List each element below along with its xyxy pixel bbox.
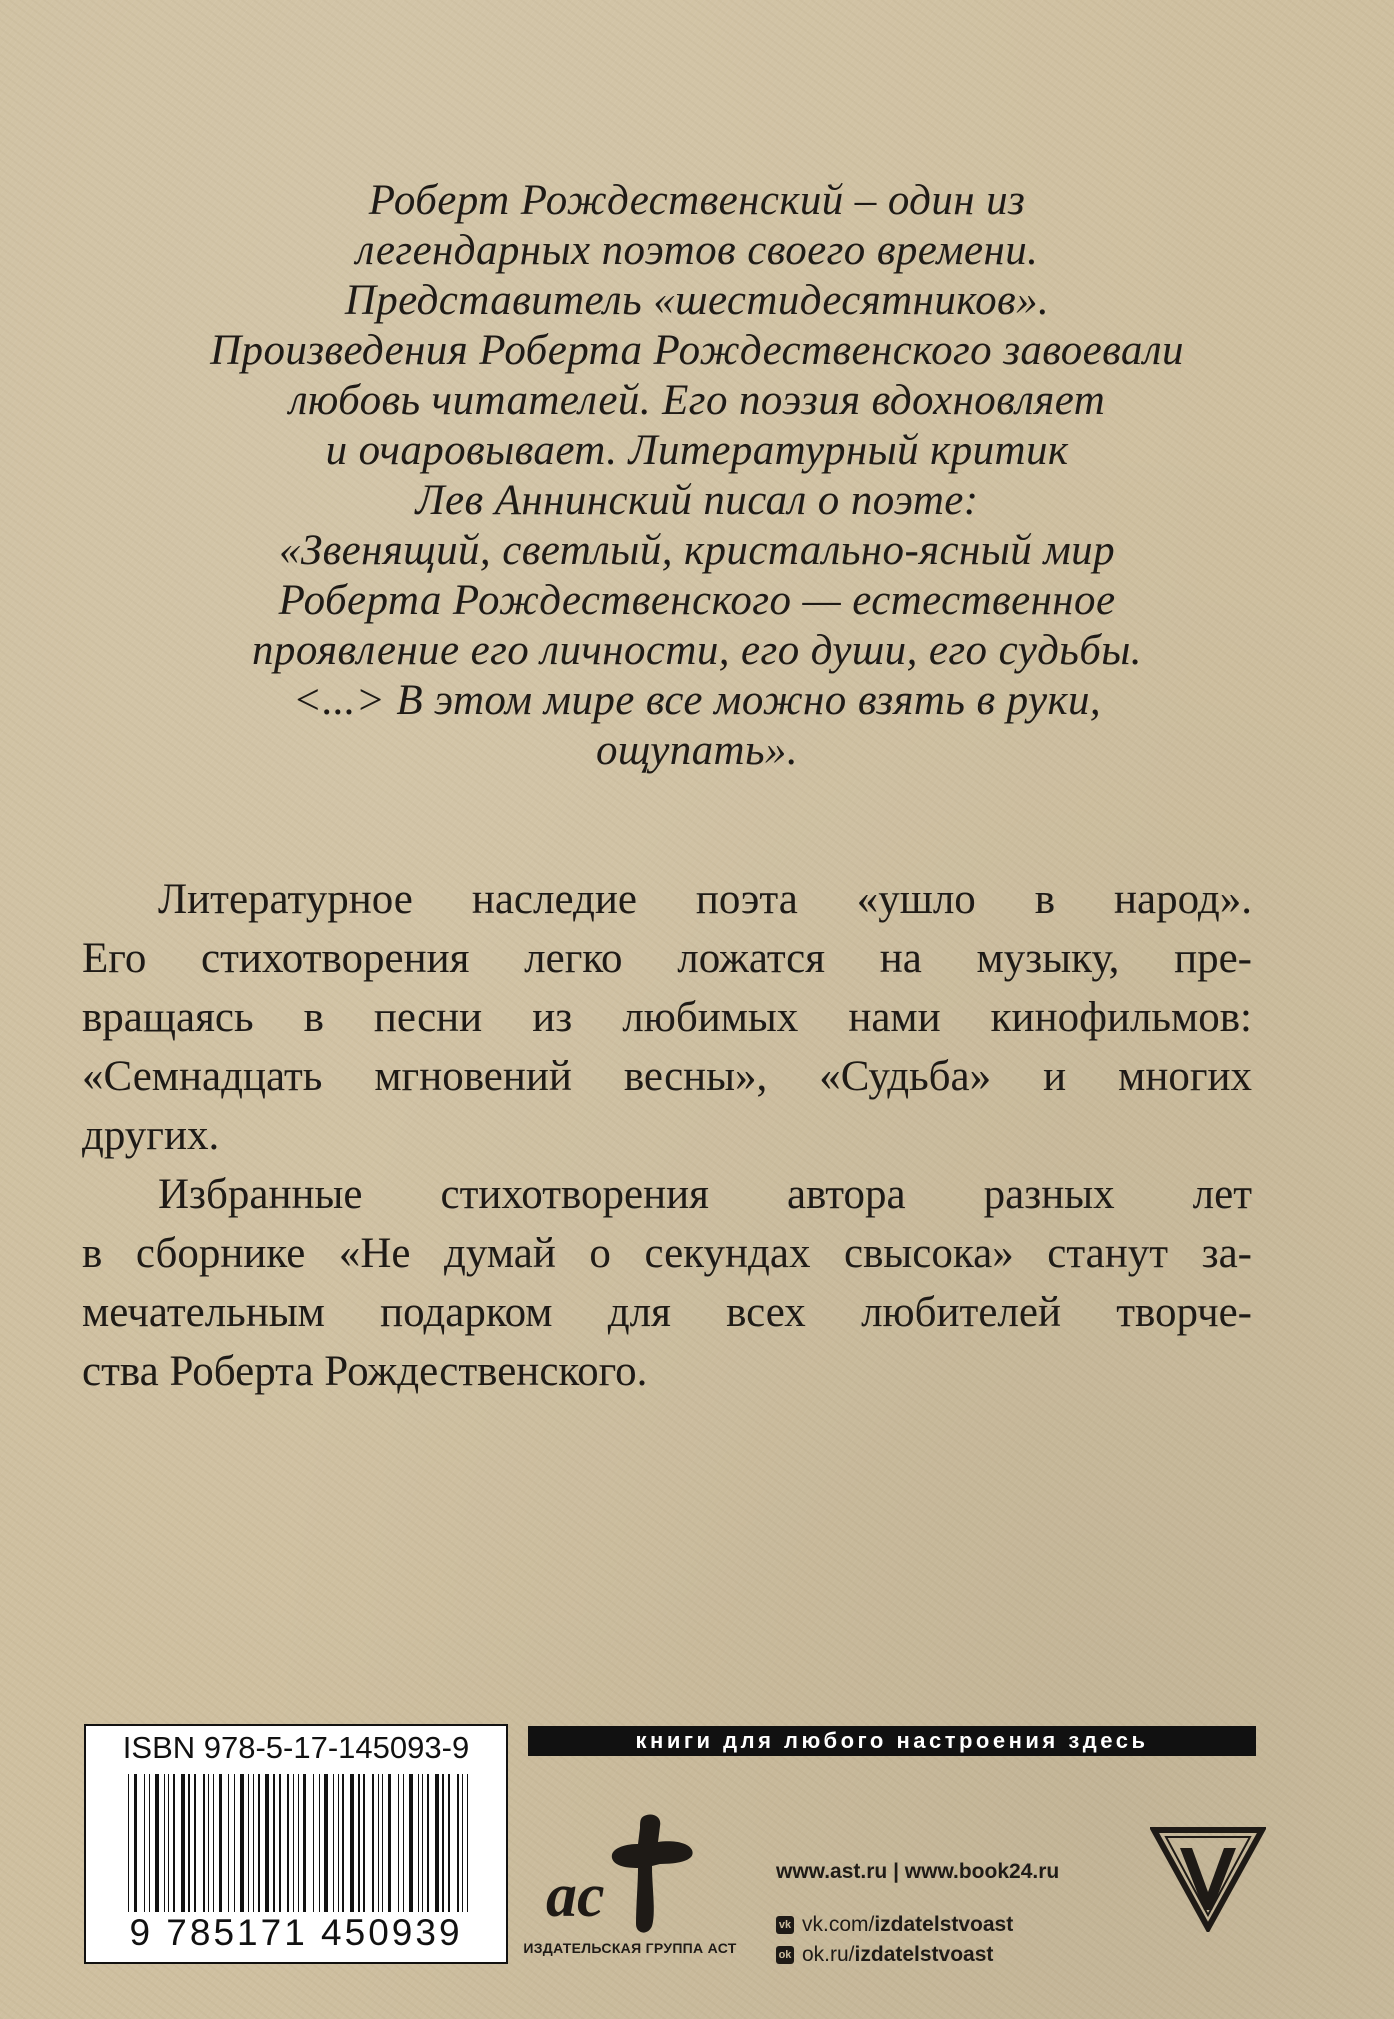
- barcode-bar: [319, 1774, 320, 1916]
- website-links[interactable]: www.ast.ru | www.book24.ru: [776, 1860, 1060, 1883]
- vk-link[interactable]: [776, 1910, 1059, 1940]
- barcode-bar: [409, 1774, 413, 1916]
- barcode-bar: [228, 1774, 229, 1916]
- v-triangle-logo-icon: [1150, 1826, 1266, 1932]
- barcode-bar: [248, 1774, 249, 1916]
- barcode-bar: [467, 1774, 468, 1916]
- quote-line: Лев Аннинский писал о поэте:: [415, 477, 979, 524]
- barcode-bar: [240, 1774, 244, 1916]
- vk-prefix: vk.com/: [802, 1913, 875, 1936]
- publisher-links: [776, 1860, 1059, 1970]
- barcode-bar: [155, 1774, 159, 1916]
- barcode-bar: [188, 1774, 190, 1916]
- quote-line: ощупать».: [596, 727, 798, 774]
- ok-prefix: ok.ru/: [802, 1943, 855, 1966]
- barcode-bar: [208, 1774, 209, 1916]
- barcode-bar: [203, 1774, 205, 1916]
- barcode-bar: [213, 1774, 214, 1916]
- barcode-bar: [427, 1774, 429, 1916]
- barcode-image: [128, 1774, 468, 1916]
- barcode-bar: [457, 1774, 459, 1916]
- barcode-bar: [398, 1774, 399, 1916]
- quote-line: Роберт Рождественский – один из: [368, 177, 1026, 224]
- barcode-bar: [234, 1774, 235, 1916]
- barcode-bar: [388, 1774, 391, 1916]
- barcode-bar: [298, 1774, 299, 1916]
- barcode-bar: [378, 1774, 379, 1916]
- quote-line: и очаровывает. Литературный критик: [325, 427, 1069, 474]
- barcode-bar: [313, 1774, 314, 1916]
- body-line: Избранные стихотворения автора разных лет: [158, 1171, 1252, 1218]
- body-line: вращаясь в песни из любимых нами кинофильмов:: [82, 994, 1252, 1041]
- barcode-bar: [265, 1774, 269, 1916]
- barcode-bar: [342, 1774, 344, 1916]
- body-line: в сборнике «Не думай о секундах свысока» станут за-: [82, 1230, 1252, 1277]
- barcode-bar: [128, 1774, 129, 1916]
- barcode-bar: [442, 1774, 444, 1916]
- barcode-bar: [418, 1774, 419, 1916]
- barcode-bar: [258, 1774, 260, 1916]
- barcode-bar: [382, 1774, 383, 1916]
- barcode-bar: [372, 1774, 374, 1916]
- quote-line: Роберта Рождественского — естественное: [278, 577, 1116, 624]
- barcode-bar: [338, 1774, 339, 1916]
- barcode-bar: [324, 1774, 328, 1916]
- ok-link[interactable]: [776, 1940, 1059, 1970]
- quote-line: <...> В этом мире все можно взять в руки,: [292, 677, 1102, 724]
- body-line: других.: [82, 1112, 220, 1159]
- isbn-barcode-block: [84, 1724, 508, 1964]
- barcode-bar: [287, 1774, 289, 1916]
- body-line: мечательным подарком для всех любителей творче-: [82, 1289, 1252, 1336]
- body-line: Его стихотворения легко ложатся на музыку, пре-: [82, 935, 1252, 982]
- barcode-bar: [350, 1774, 354, 1916]
- barcode-bar: [293, 1774, 294, 1916]
- barcode-bar: [403, 1774, 404, 1916]
- barcode-digits: 9 785171 450939: [86, 1912, 506, 1954]
- annotation-quote: [60, 176, 1334, 776]
- barcode-bar: [149, 1774, 150, 1916]
- tagline-bar: книги для любого настроения здесь: [528, 1726, 1256, 1756]
- ast-logo-icon: [540, 1808, 710, 1938]
- vk-icon: [776, 1916, 794, 1934]
- barcode-bar: [194, 1774, 196, 1916]
- body-line: «Семнадцать мгновений весны», «Судьба» и многих: [82, 1053, 1252, 1100]
- barcode-bar: [435, 1774, 439, 1916]
- barcode-bar: [303, 1774, 306, 1916]
- barcode-bar: [422, 1774, 423, 1916]
- barcode-bar: [333, 1774, 334, 1916]
- barcode-bar: [273, 1774, 275, 1916]
- barcode-bar: [448, 1774, 450, 1916]
- barcode-bar: [181, 1774, 185, 1916]
- description-text: [82, 870, 1252, 1401]
- quote-line: Произведения Роберта Рождественского завоевали: [210, 327, 1184, 374]
- barcode-bar: [134, 1774, 137, 1916]
- quote-line: любовь читателей. Его поэзия вдохновляет: [288, 377, 1106, 424]
- quote-line: «Звенящий, светлый, кристально-ясный мир: [279, 527, 1115, 574]
- barcode-bar: [358, 1774, 360, 1916]
- vk-handle: izdatelstvoast: [874, 1913, 1014, 1936]
- body-line: Литературное наследие поэта «ушло в народ».: [158, 876, 1252, 923]
- barcode-bar: [253, 1774, 254, 1916]
- ok-icon: [776, 1946, 794, 1964]
- barcode-bar: [164, 1774, 165, 1916]
- isbn-label: ISBN 978-5-17-145093-9: [122, 1730, 470, 1765]
- barcode-bar: [144, 1774, 145, 1916]
- quote-line: Представитель «шестидесятников».: [344, 277, 1050, 324]
- barcode-bar: [168, 1774, 169, 1916]
- barcode-bar: [279, 1774, 281, 1916]
- quote-line: легендарных поэтов своего времени.: [355, 227, 1039, 274]
- body-line: ства Роберта Рождественского.: [82, 1348, 648, 1395]
- svg-text:ас: ас: [546, 1862, 605, 1930]
- barcode-bar: [219, 1774, 222, 1916]
- barcode-bar: [462, 1774, 463, 1916]
- ok-handle: izdatelstvoast: [854, 1943, 994, 1966]
- publisher-caption: ИЗДАТЕЛЬСКАЯ ГРУППА АСТ: [523, 1940, 737, 1956]
- barcode-bar: [363, 1774, 365, 1916]
- quote-line: проявление его личности, его души, его судьбы.: [252, 627, 1142, 674]
- barcode-bar: [173, 1774, 175, 1916]
